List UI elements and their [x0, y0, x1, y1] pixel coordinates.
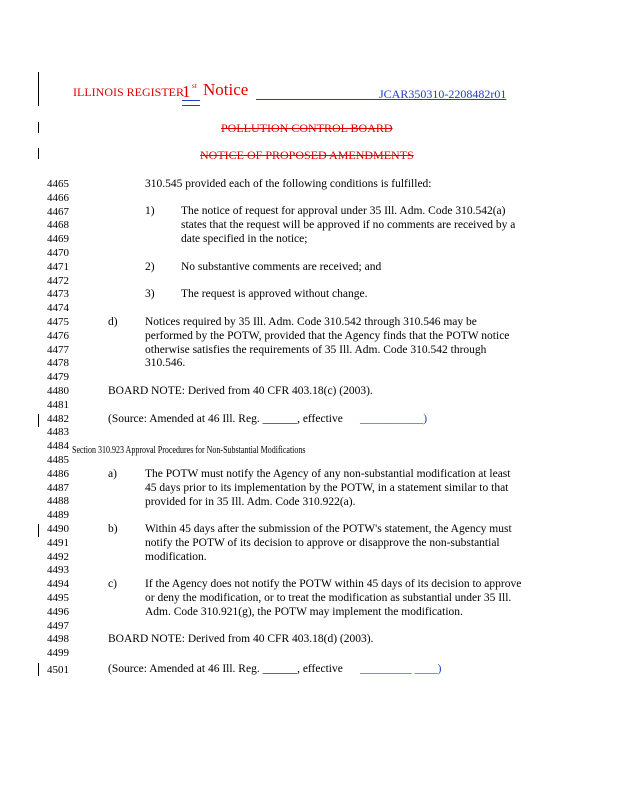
- body-text: 310.546.: [145, 357, 186, 369]
- change-bar: [38, 524, 39, 537]
- notice-label: Notice: [203, 80, 249, 99]
- line-number: 4472: [47, 274, 69, 287]
- line-number: 4478: [47, 357, 69, 370]
- board-note: BOARD NOTE: Derived from 40 CFR 403.18(d) (2003).: [108, 633, 374, 645]
- source-blank: ___________): [360, 413, 428, 425]
- notice-title: NOTICE OF PROPOSED AMENDMENTS: [200, 148, 414, 162]
- line-number: 4477: [47, 343, 69, 356]
- body-text: or deny the modification, or to treat the modification as substantial under 35 Ill.: [145, 592, 512, 604]
- line-number: 4484: [47, 440, 69, 453]
- line-number: 4497: [47, 619, 69, 632]
- body-text: No substantive comments are received; and: [181, 261, 382, 273]
- line-number: 4490: [47, 523, 69, 535]
- line-number: 4465: [47, 178, 69, 190]
- change-bar: [38, 122, 39, 133]
- line-number: 4482: [47, 412, 69, 425]
- line-number: 4499: [47, 647, 69, 660]
- board-note: BOARD NOTE: Derived from 40 CFR 403.18(c) (2003).: [108, 385, 373, 397]
- line-number: 4481: [47, 398, 69, 411]
- line-number: 4483: [47, 426, 69, 439]
- line-number: 4498: [47, 633, 69, 646]
- body-text: performed by the POTW, provided that the Agency finds that the POTW notice: [145, 330, 510, 342]
- item-number: c): [108, 578, 117, 590]
- body-text: If the Agency does not notify the POTW within 45 days of its decision to approve: [145, 578, 522, 590]
- line-number: 4469: [47, 233, 69, 246]
- line-number: 4492: [47, 550, 69, 563]
- source-note: (Source: Amended at 46 Ill. Reg. ______, effective: [108, 663, 343, 675]
- item-number: d): [108, 316, 118, 328]
- item-number: 2): [145, 261, 155, 273]
- line-number: 4474: [47, 302, 69, 315]
- line-number: 4487: [47, 481, 69, 494]
- page-number: 1: [182, 82, 191, 101]
- item-number: 3): [145, 288, 155, 300]
- jcar-code: JCAR350310-2208482r01: [379, 87, 507, 101]
- line-number: 4479: [47, 371, 69, 384]
- body-text: 310.545 provided each of the following conditions is fulfilled:: [145, 178, 432, 190]
- line-number: 4470: [47, 247, 69, 259]
- line-number: 4466: [47, 191, 69, 204]
- change-bar: [38, 148, 39, 159]
- body-text: Within 45 days after the submission of the POTW's statement, the Agency must: [145, 523, 512, 535]
- line-number: 4486: [47, 467, 69, 480]
- change-bar: [38, 663, 39, 676]
- line-number: 4485: [47, 454, 69, 466]
- body-text: 45 days prior to its implementation by the POTW, in a statement similar to that: [145, 482, 509, 494]
- line-number: 4488: [47, 495, 69, 508]
- line-number: 4471: [47, 260, 69, 273]
- line-number: 4501: [47, 664, 69, 676]
- body-text: Notices required by 35 Ill. Adm. Code 310.542 through 310.546 may be: [145, 316, 477, 328]
- body-text: Adm. Code 310.921(g), the POTW may implement the modification.: [145, 606, 463, 618]
- item-number: a): [108, 468, 117, 480]
- line-number: 4491: [47, 536, 69, 549]
- change-bar: [38, 72, 39, 106]
- body-text: notify the POTW of its decision to approve or disapprove the non-substantial: [145, 537, 500, 549]
- body-text: date specified in the notice;: [181, 233, 308, 245]
- body-text: The notice of request for approval under 35 Ill. Adm. Code 310.542(a): [181, 205, 506, 217]
- register-header: ILLINOIS REGISTER: [73, 85, 184, 99]
- body-text: The request is approved without change.: [181, 288, 368, 300]
- line-number: 4496: [47, 605, 69, 618]
- line-number: 4475: [47, 316, 69, 328]
- line-number: 4467: [47, 205, 69, 218]
- source-blank: _________ ____): [360, 663, 442, 675]
- line-number: 4493: [47, 564, 69, 577]
- line-number: 4468: [47, 219, 69, 232]
- line-number: 4494: [47, 578, 69, 591]
- body-text: states that the request will be approved if no comments are received by a: [181, 219, 516, 231]
- body-text: otherwise satisfies the requirements of 35 Ill. Adm. Code 310.542 through: [145, 344, 487, 356]
- page-number-suffix: st: [192, 82, 197, 90]
- item-number: 1): [145, 205, 155, 217]
- body-text: The POTW must notify the Agency of any non-substantial modification at least: [145, 468, 511, 480]
- header-marker: [182, 100, 200, 106]
- body-text: modification.: [145, 551, 207, 563]
- item-number: b): [108, 523, 118, 535]
- body-text: provided for in 35 Ill. Adm. Code 310.922(a).: [145, 496, 356, 508]
- board-name: POLLUTION CONTROL BOARD: [221, 121, 393, 135]
- section-heading: Section 310.923 Approval Procedures for Non-Substantial Modifications: [72, 443, 306, 456]
- line-number: 4495: [47, 592, 69, 604]
- line-number: 4473: [47, 288, 69, 301]
- source-note: (Source: Amended at 46 Ill. Reg. ______, effective: [108, 413, 343, 425]
- line-number: 4480: [47, 385, 69, 397]
- change-bar: [38, 414, 39, 427]
- line-number: 4489: [47, 509, 69, 522]
- line-number: 4476: [47, 329, 69, 342]
